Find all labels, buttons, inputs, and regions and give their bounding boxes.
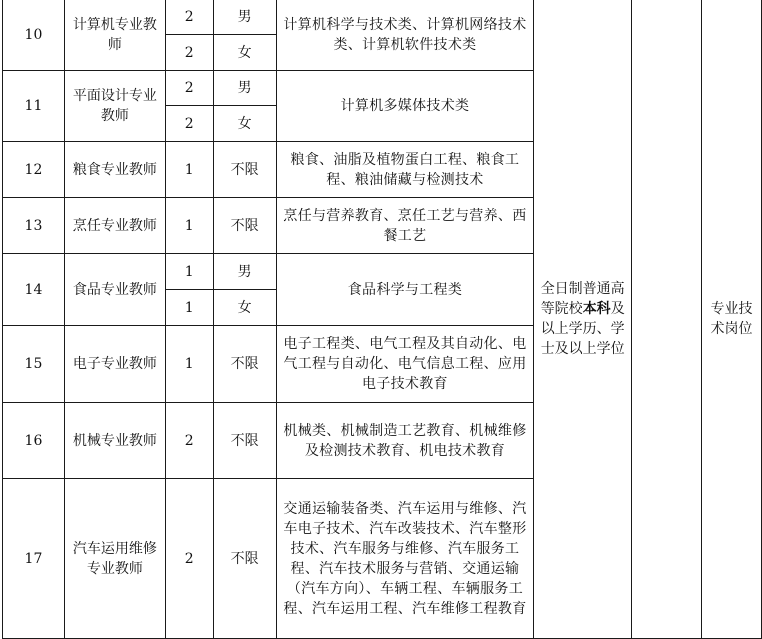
gender: 女 xyxy=(213,106,276,142)
headcount: 2 xyxy=(165,106,213,142)
headcount: 1 xyxy=(165,142,213,198)
recruitment-table xyxy=(2,0,762,639)
position-title: 汽车运用维修专业教师 xyxy=(64,479,165,639)
major-requirement: 计算机多媒体技术类 xyxy=(276,71,534,142)
headcount: 2 xyxy=(165,403,213,479)
row-number: 12 xyxy=(3,142,65,198)
gender: 不限 xyxy=(213,198,276,254)
major-requirement: 烹任与营养教育、烹任工艺与营养、西餐工艺 xyxy=(276,198,534,254)
table-row xyxy=(3,0,762,35)
row-number: 13 xyxy=(3,198,65,254)
education-text-before: 全日制普通高等院校 xyxy=(540,281,625,317)
gender: 男 xyxy=(213,71,276,106)
headcount: 1 xyxy=(165,254,213,290)
headcount: 2 xyxy=(165,0,213,35)
headcount: 2 xyxy=(165,71,213,106)
gender: 不限 xyxy=(213,142,276,198)
education-requirement xyxy=(534,0,632,639)
major-requirement: 粮食、油脂及植物蛋白工程、粮食工程、粮油储藏与检测技术 xyxy=(276,142,534,198)
gender: 不限 xyxy=(213,403,276,479)
row-number: 16 xyxy=(3,403,65,479)
position-title: 计算机专业教师 xyxy=(64,0,165,71)
gender: 女 xyxy=(213,290,276,326)
position-title: 电子专业教师 xyxy=(64,326,165,403)
position-title: 平面设计专业教师 xyxy=(64,71,165,142)
position-title: 食品专业教师 xyxy=(64,254,165,326)
headcount: 1 xyxy=(165,198,213,254)
gender: 不限 xyxy=(213,326,276,403)
major-requirement: 交通运输装备类、汽车运用与维修、汽车电子技术、汽车改装技术、汽车整形技术、汽车服务与维修、汽车服务工程、汽车技术服务与营销、交通运输（汽车方向）、车辆工程、车辆服务工程、汽车运用工程、汽车维修工程教育 xyxy=(276,479,534,639)
row-number: 14 xyxy=(3,254,65,326)
position-title: 粮食专业教师 xyxy=(64,142,165,198)
gender: 男 xyxy=(213,0,276,35)
position-title: 机械专业教师 xyxy=(64,403,165,479)
gender: 不限 xyxy=(213,479,276,639)
headcount: 2 xyxy=(165,479,213,639)
position-title: 烹任专业教师 xyxy=(64,198,165,254)
row-number: 15 xyxy=(3,326,65,403)
major-requirement: 电子工程类、电气工程及其自动化、电气工程与自动化、电气信息工程、应用电子技术教育 xyxy=(276,326,534,403)
blank-column xyxy=(632,0,702,639)
headcount: 2 xyxy=(165,35,213,71)
post-type: 专业技术岗位 xyxy=(702,0,762,639)
major-requirement: 机械类、机械制造工艺教育、机械维修及检测技术教育、机电技术教育 xyxy=(276,403,534,479)
row-number: 10 xyxy=(3,0,65,71)
gender: 男 xyxy=(213,254,276,290)
education-text-bold: 本科 xyxy=(582,301,611,317)
row-number: 11 xyxy=(3,71,65,142)
major-requirement: 计算机科学与技术类、计算机网络技术类、计算机软件技术类 xyxy=(276,0,534,71)
gender: 女 xyxy=(213,35,276,71)
row-number: 17 xyxy=(3,479,65,639)
headcount: 1 xyxy=(165,290,213,326)
education-text-after: 及以上学历、学士及以上学位 xyxy=(540,301,625,357)
major-requirement: 食品科学与工程类 xyxy=(276,254,534,326)
headcount: 1 xyxy=(165,326,213,403)
